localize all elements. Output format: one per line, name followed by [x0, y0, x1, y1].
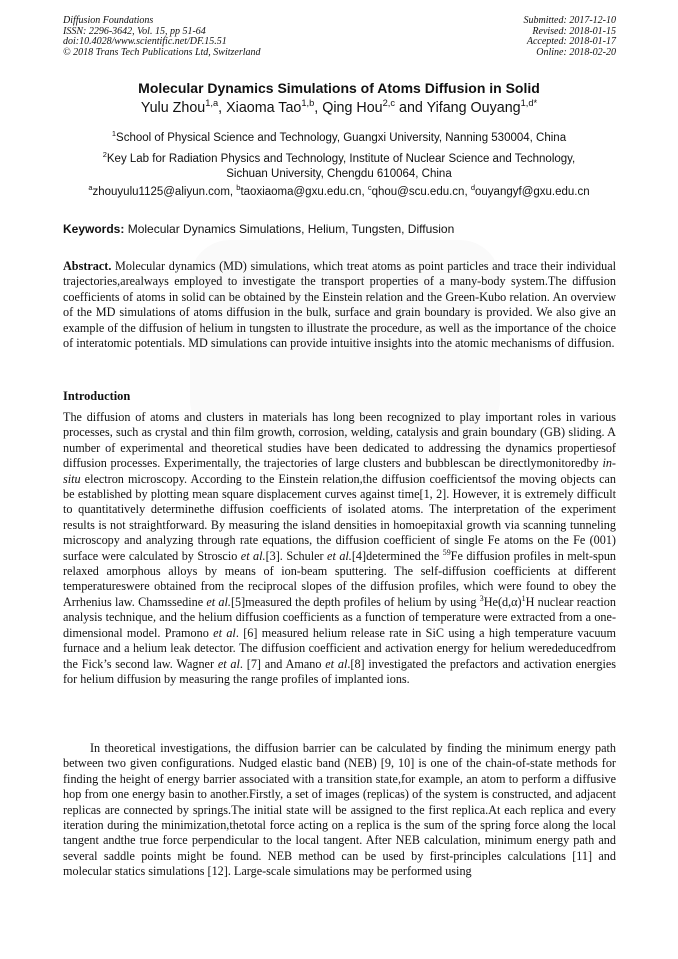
submitted-date: Submitted: 2017-12-10 [523, 15, 616, 26]
author-separator: , [218, 100, 227, 116]
revised-date: Revised: 2018-01-15 [532, 25, 616, 37]
text-run: Fe diffusion profiles in melt-spun relaxed amorphous alloys by means of ion-beam sputtering. The self-diffusion coefficients at different temperatureswere obtained from the reciprocal slopes of the diffusion profiles, which were found to obey the Arrhenius law. Chamssedine [63, 548, 617, 609]
email-separator: , [464, 186, 471, 198]
keywords-label: Keywords: [63, 222, 125, 236]
abstract [63, 259, 616, 351]
section-heading-introduction: Introduction [63, 389, 131, 403]
paper-title: Molecular Dynamics Simulations of Atoms Diffusion in Solid [138, 80, 540, 96]
text-run: [5]measured the depth profiles of helium by using [230, 594, 480, 609]
email-address[interactable]: taoxiaoma@gxu.edu.cn [240, 186, 362, 198]
italic-run: et al. [327, 548, 352, 563]
author-name: Xiaoma Tao [226, 100, 302, 116]
italic-run: in-situ [63, 456, 616, 486]
intro-paragraph-2: In theoretical investigations, the diffusion barrier can be calculated by finding the minimum energy path between two given configurations. Nudged elastic band (NEB) [9, 10] is one of the chain-of-state methods for finding the height of energy barrier associated with a transition state,for example, an atom to perform a diffusive hop from one energy basin to another.Firstly, a set of images (replicas) of the system is constructed, and adjacent replicas are connected by springs.The initial state will be assigned to the first replica.At each replica and every iteration during the minimization,thetotal force acting on a replica is the sum of the spring force along the local tangent andthe true force perpendicular to the local tangent. After NEB calculation, minimum energy path and several saddle points might be found. NEB method can be used by first-principles calculations [11] and molecular statics simulations [12]. Large-scale simulations may be performed using [63, 741, 616, 879]
italic-run: et al. [240, 548, 266, 563]
text-run: He(d,α) [483, 594, 522, 609]
dates-info [524, 16, 617, 58]
isotope-sup: 59 [442, 547, 451, 557]
author-name: Yulu Zhou [140, 100, 206, 116]
text-run: [3]. Schuler [265, 548, 328, 563]
text-run: . [7] and Amano [239, 656, 326, 671]
text-run: H nuclear reaction analysis technique, and the helium diffusion coefficients as a function of temperature were extracted from a one-dimensional model. Pramono [63, 594, 616, 640]
abstract-text: Molecular dynamics (MD) simulations, which treat atoms as point particles and trace their individual trajectories,arealways employed to investigate the transport properties of a many-body system.The diffusion coefficients of atoms in solid can be obtained by the Einstein relation and the Green-Kubo relation. An overview of the MD simulations of atoms diffusion in the bulk, surface and grain boundary is provided. We also give an example of the diffusion of helium in tungsten to illustrate the procedure, as well as the importance of the choice of interatomic potentials. MD simulations can provide intuitive insights into the atomic mechanisms of diffusion. [63, 259, 616, 351]
author-affiliation-mark: 1,b [301, 98, 315, 109]
email-address[interactable]: qhou@scu.edu.cn [371, 186, 465, 198]
doi[interactable]: doi:10.4028/www.scientific.net/DF.15.51 [63, 36, 227, 48]
email-mark: d [470, 183, 476, 193]
author-affiliation-mark: 1,d* [520, 98, 538, 109]
author-name: Yifang Ouyang [426, 100, 521, 116]
affiliation-text-line2: Sichuan University, Chengdu 610064, China [226, 168, 452, 181]
abstract-label: Abstract. [63, 259, 112, 273]
email-address[interactable]: ouyangyf@gxu.edu.cn [475, 186, 590, 198]
author-list [0, 100, 678, 116]
italic-run: et al [217, 656, 240, 671]
copyright: © 2018 Trans Tech Publications Ltd, Switzerland [63, 46, 261, 58]
affiliation-number: 2 [102, 150, 107, 160]
journal-name: Diffusion Foundations [63, 15, 154, 26]
text-run: The diffusion of atoms and clusters in materials has long been recognized to play important roles in various processes, such as crystal and thin film growth, corrosion, welding, catalysis and grain boundary (GB) sliding. A number of experimental and theoretical studies have been dedicated to addressing the dynamics propertiesof diffusion processes. Experimentally, the trajectories of large clusters and bubblescan be directlymonitoredby [63, 410, 616, 471]
email-mark: a [88, 183, 93, 193]
email-separator: , [229, 186, 237, 198]
text-run: .[8] investigated the prefactors and activation energies for helium diffusion by measuring the range profiles of implanted ions. [63, 656, 617, 686]
affiliation-text: School of Physical Science and Technology, Guangxi University, Nanning 530004, China [116, 132, 567, 144]
affiliation-1 [0, 131, 678, 146]
author-separator: , [314, 100, 323, 116]
author-separator: and [395, 100, 427, 116]
author-affiliation-mark: 1,a [205, 98, 219, 109]
isotope-sup: 3 [479, 593, 484, 603]
italic-run: et al. [206, 594, 231, 609]
isotope-sup: 1 [521, 593, 526, 603]
accepted-date: Accepted: 2018-01-17 [526, 36, 616, 48]
text-run: [4]determined the [351, 548, 443, 563]
author-affiliation-mark: 2,c [382, 98, 396, 109]
affiliation-text-line1: Key Lab for Radiation Physics and Technology, Institute of Nuclear Science and Technology, [106, 153, 576, 165]
email-mark: b [236, 183, 241, 193]
email-separator: , [361, 186, 368, 198]
email-mark: c [367, 183, 372, 193]
affiliation-2 [0, 152, 678, 182]
journal-info [63, 16, 261, 58]
keywords [63, 222, 454, 236]
email-list [0, 183, 678, 198]
issn-volume: ISSN: 2296-3642, Vol. 15, pp 51-64 [63, 25, 206, 37]
intro-paragraph-1 [63, 410, 616, 687]
text-run: . [6] measured helium release rate in SiC using a high temperature vacuum furnace and a helium leak detector. The diffusion coefficient and activation energy for helium werededucedfrom the Fick’s second law. Wagner [63, 625, 617, 671]
affiliation-number: 1 [111, 129, 117, 139]
italic-run: et al [213, 625, 236, 640]
author-name: Qing Hou [322, 100, 383, 116]
keywords-text: Molecular Dynamics Simulations, Helium, Tungsten, Diffusion [124, 222, 455, 236]
email-address[interactable]: zhouyulu1125@aliyun.com [92, 186, 230, 198]
italic-run: et al [325, 656, 348, 671]
text-run: electron microscopy. According to the Einstein relation,the diffusion coefficientsof the moving objects can be established by plotting mean square displacement curves against time[1, 2]. However, it is extremely difficult to quantitatively determinethe diffusion coefficients of isolated atoms. The interpretation of the experiment results is not straightforward. By measuring the island densities in homoepitaxial growth via scanning tunneling microscopy and analyzing through rate equations, the diffusion coefficient of single Fe atoms on the Fe (001) surface were calculated by Stroscio [63, 471, 616, 563]
online-date: Online: 2018-02-20 [536, 46, 616, 58]
